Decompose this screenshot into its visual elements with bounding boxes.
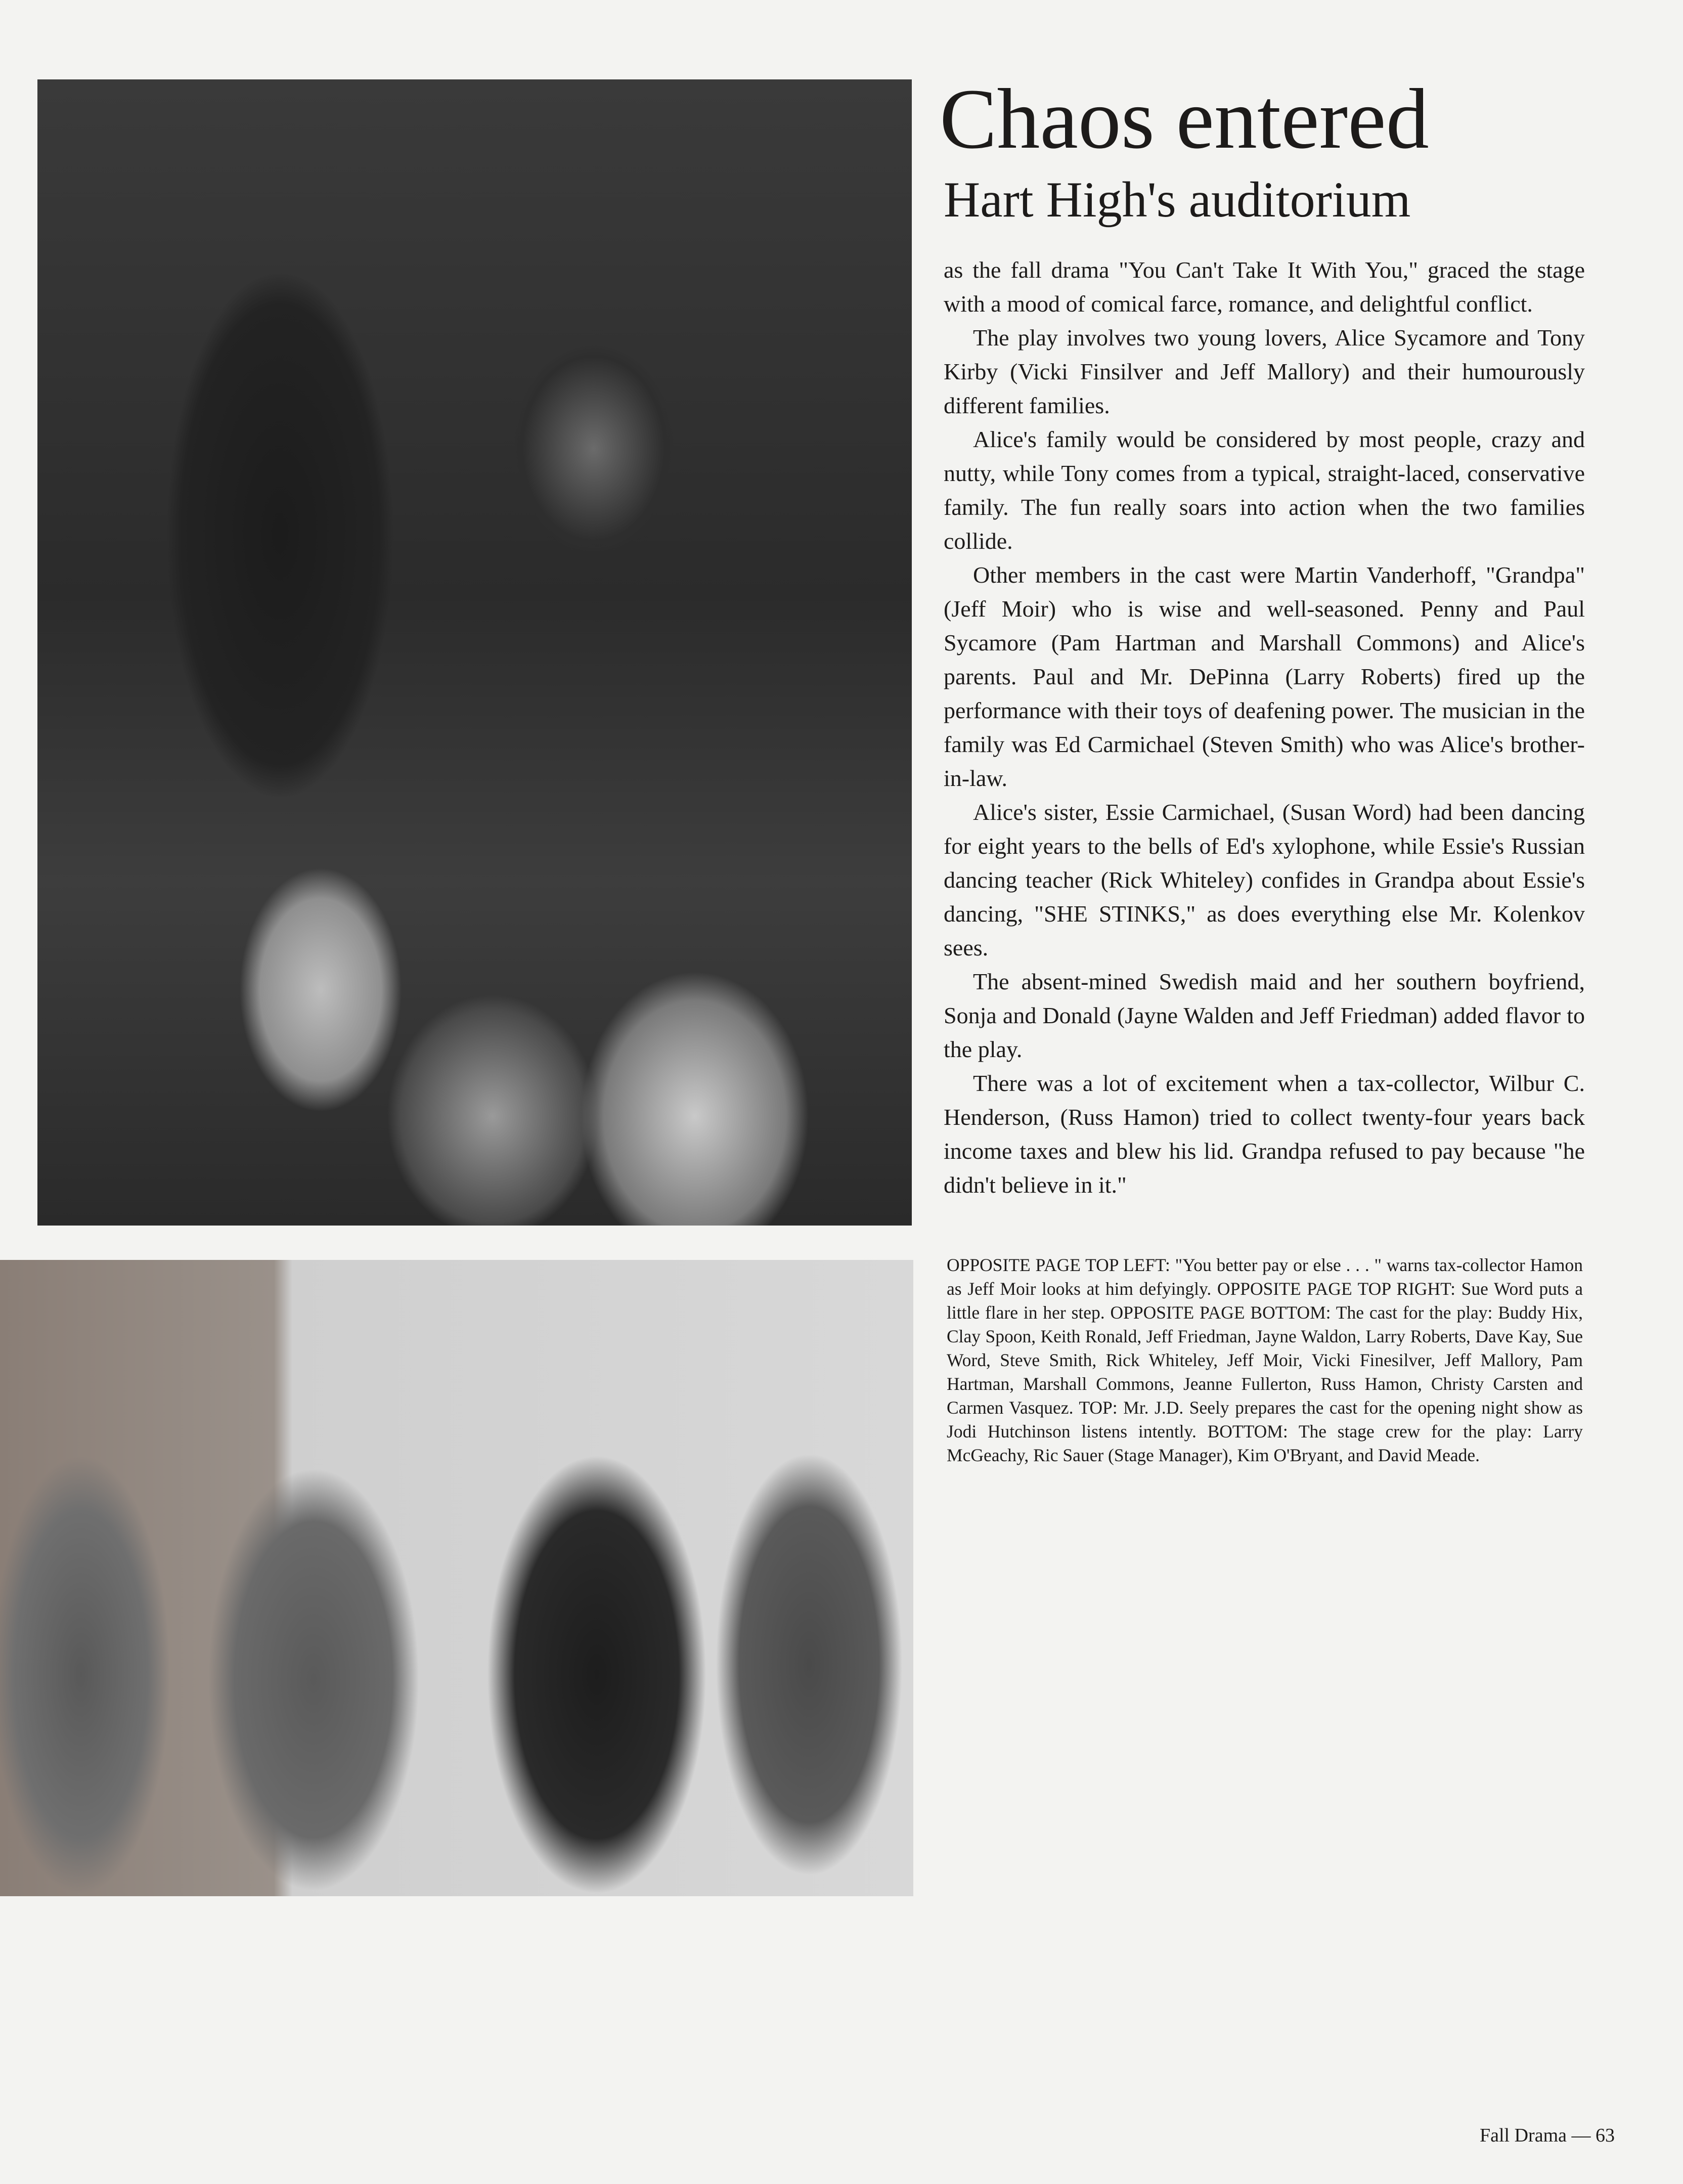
paragraph: as the fall drama "You Can't Take It With You," graced the stage with a mood of comical farce, romance, and delightful conflict. <box>944 257 1585 317</box>
paragraph: Other members in the cast were Martin Vanderhoff, "Grandpa" (Jeff Moir) who is wise and well-seasoned. Penny and Paul Sycamore (Pam Hartman and Marshall Commons) and Alice's parents. Paul and Mr. DePinna (Larry Roberts) fired up the performance with their toys of deafening power. The musician in the family was Ed Carmichael (Steven Smith) who was Alice's brother-in-law. <box>944 562 1585 791</box>
headline: Chaos entered <box>940 71 1429 166</box>
paragraph: The absent-mined Swedish maid and her southern boyfriend, Sonja and Donald (Jayne Walden and Jeff Friedman) added flavor to the play. <box>944 969 1585 1062</box>
subheadline: Hart High's auditorium <box>944 171 1411 228</box>
paragraph: Alice's sister, Essie Carmichael, (Susan Word) had been dancing for eight years to the bells of Ed's xylophone, while Essie's Russian dancing teacher (Rick Whiteley) confides in Grandpa about Essie's dancing, "SHE STINKS," as does everything else Mr. Kolenkov sees. <box>944 799 1585 960</box>
photo-stage-crew <box>0 1260 913 1896</box>
page-footer: Fall Drama — 63 <box>1480 2125 1615 2146</box>
photo-caption: OPPOSITE PAGE TOP LEFT: "You better pay or else . . . " warns tax-collector Hamon as Jeff Moir looks at him defyingly. OPPOSITE PAGE TOP RIGHT: Sue Word puts a little flare in her step. OPPOSITE PAGE BOTTOM: The cast for the play: Buddy Hix, Clay Spoon, Keith Ronald, Jeff Friedman, Jayne Waldon, Larry Roberts, Dave Kay, Sue Word, Steve Smith, Rick Whiteley, Jeff Moir, Vicki Finesilver, Jeff Mallory, Pam Hartman, Marshall Commons, Jeanne Fullerton, Russ Hamon, Christy Carsten and Carmen Vasquez. TOP: Mr. J.D. Seely prepares the cast for the opening night show as Jodi Hutchinson listens intently. BOTTOM: The stage crew for the play: Larry McGeachy, Ric Sauer (Stage Manager), Kim O'Bryant, and David Meade. <box>947 1255 1583 1465</box>
paragraph: The play involves two young lovers, Alice Sycamore and Tony Kirby (Vicki Finsilver and Jeff Mallory) and their humourously different families. <box>944 325 1585 418</box>
article-body <box>944 253 1585 1202</box>
photo-director-with-cast <box>37 79 912 1226</box>
paragraph: There was a lot of excitement when a tax-collector, Wilbur C. Henderson, (Russ Hamon) tried to collect twenty-four years back income taxes and blew his lid. Grandpa refused to pay because "he didn't believe in it." <box>944 1070 1585 1198</box>
paragraph: Alice's family would be considered by most people, crazy and nutty, while Tony comes from a typical, straight-laced, conservative family. The fun really soars into action when the two families collide. <box>944 426 1585 554</box>
